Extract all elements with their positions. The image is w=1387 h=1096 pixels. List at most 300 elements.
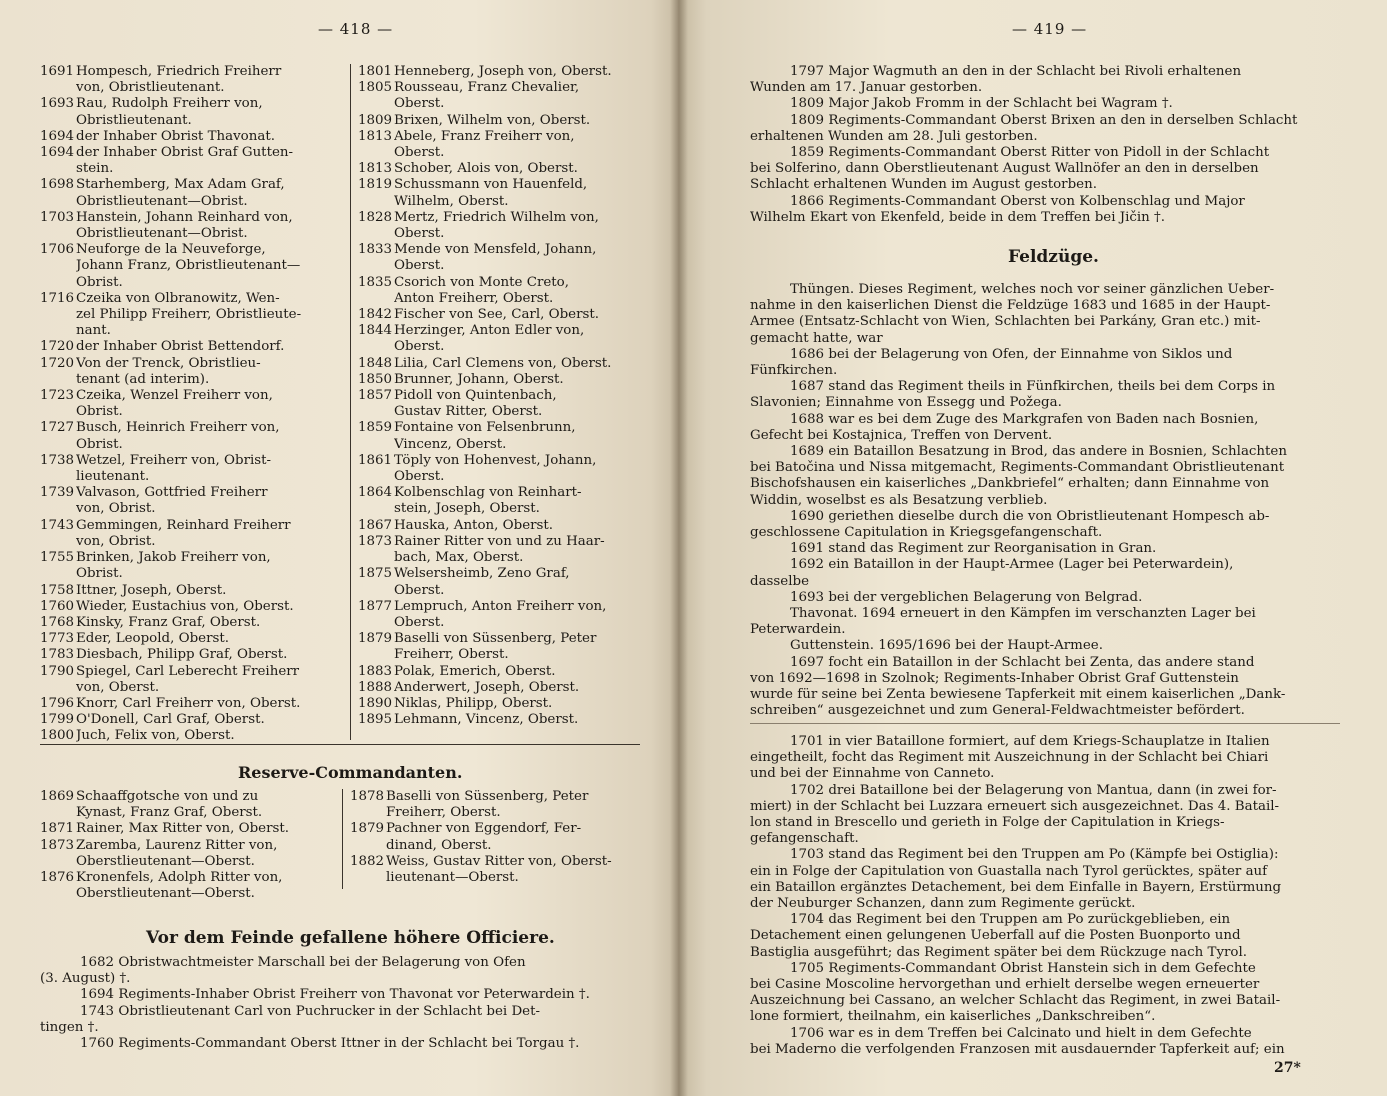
feldzuege-heading: Feldzüge. — [1008, 247, 1099, 267]
list-item — [40, 291, 345, 307]
entry-text: Brunner, Johann, Oberst. — [394, 371, 564, 387]
entry-year: 1723 — [40, 388, 75, 404]
entry-text: Polak, Emerich, Oberst. — [394, 663, 556, 679]
reserve-heading: Reserve-Commandanten. — [238, 763, 463, 782]
list-item — [40, 307, 345, 323]
entry-year — [40, 323, 76, 339]
text-line: 1704 das Regiment bei den Truppen am Po zurückgeblieben, ein — [790, 912, 1231, 928]
text-line: 1705 Regiments-Commandant Obrist Hanstein sich in dem Gefechte — [790, 960, 1256, 976]
entry-text: Herzinger, Anton Edler von, — [394, 323, 585, 339]
entry-year: 1833 — [358, 242, 393, 258]
entry-year: 1875 — [358, 566, 393, 582]
text-line: Schlacht erhaltenen Wunden im August gestorben. — [750, 177, 1097, 193]
list-item — [358, 161, 642, 177]
entry-year: 1828 — [358, 209, 393, 225]
entry-text: Pachner von Eggendorf, Fer- — [386, 821, 582, 837]
entry-text: Kinsky, Franz Graf, Oberst. — [76, 614, 261, 630]
entry-text: Obrist. — [76, 404, 123, 420]
entry-year — [40, 469, 76, 485]
reserve-column-2 — [350, 789, 642, 886]
text-line: 1689 ein Bataillon Besatzung in Brod, das andere in Bosnien, Schlachten — [790, 444, 1287, 460]
entry-text: von, Obrist. — [76, 501, 156, 517]
list-item — [40, 145, 345, 161]
entry-text: Oberst. — [394, 339, 445, 355]
entry-text: zel Philipp Freiherr, Obristlieute- — [76, 307, 302, 323]
entry-year: 1720 — [40, 355, 75, 371]
text-line: 1692 ein Bataillon in der Haupt-Armee (Lager bei Peterwardein), — [790, 557, 1234, 573]
entry-text: Brinken, Jakob Freiherr von, — [76, 550, 271, 566]
list-item — [40, 242, 345, 258]
entry-text: Juch, Felix von, Oberst. — [76, 728, 235, 744]
entry-text: stein, Joseph, Oberst. — [394, 501, 540, 517]
list-item — [358, 599, 642, 615]
text-line: und bei der Einnahme von Canneto. — [750, 766, 995, 782]
entry-text: Obristlieutenant. — [76, 112, 192, 128]
entry-year — [40, 680, 76, 696]
list-item — [40, 80, 345, 96]
entry-year — [358, 226, 394, 242]
list-item — [40, 728, 345, 744]
list-item — [40, 647, 345, 663]
entry-text: Kynast, Franz Graf, Oberst. — [76, 805, 263, 821]
entry-year: 1758 — [40, 582, 75, 598]
entry-year: 1869 — [40, 789, 75, 804]
entry-year: 1813 — [358, 128, 393, 144]
entry-year — [40, 404, 76, 420]
list-item — [358, 518, 642, 534]
list-item — [350, 821, 642, 837]
entry-text: Oberst. — [394, 226, 445, 242]
list-item — [40, 805, 336, 821]
entry-year: 1706 — [40, 242, 75, 258]
entry-text: Schaaffgotsche von und zu — [76, 789, 259, 804]
entry-text: Gustav Ritter, Oberst. — [394, 404, 543, 420]
entry-year: 1813 — [358, 161, 393, 177]
list-item — [40, 64, 345, 80]
text-line: 1690 geriethen dieselbe durch die von Obristlieutenant Hompesch ab- — [790, 508, 1270, 524]
list-item — [40, 870, 336, 886]
list-item — [40, 518, 345, 534]
entry-year — [40, 886, 76, 902]
entry-year: 1755 — [40, 550, 75, 566]
text-line: 1706 war es in dem Treffen bei Calcinato und hielt in dem Gefechte — [790, 1025, 1252, 1041]
list-item — [358, 113, 642, 129]
entry-text: Valvason, Gottfried Freiherr — [76, 485, 268, 501]
entry-year: 1801 — [358, 64, 393, 79]
column-divider — [350, 64, 351, 740]
entry-text: Kronenfels, Adolph Ritter von, — [76, 870, 283, 886]
entry-text: Anton Freiherr, Oberst. — [394, 290, 554, 306]
entry-year: 1805 — [358, 80, 393, 96]
page-number-right: — 419 — — [1012, 20, 1088, 38]
text-line: ein in Folge der Capitulation von Guastalla nach Tyrol gerücktes, später auf — [750, 863, 1268, 879]
text-line: 1866 Regiments-Commandant Oberst von Kolbenschlag und Major — [790, 193, 1245, 209]
text-line: Auszeichnung bei Cassano, an welcher Schlacht das Regiment, in zwei Batail- — [750, 993, 1281, 1009]
entry-text: Oberst. — [394, 96, 445, 112]
entry-text: Neuforge de la Neuveforge, — [76, 242, 266, 258]
text-line: wurde für seine bei Zenta bewiesene Tapferkeit mit einem kaiserlichen „Dank- — [750, 687, 1286, 703]
entry-text: dinand, Oberst. — [386, 837, 492, 853]
entry-year: 1882 — [350, 853, 385, 869]
entry-year: 1883 — [358, 663, 393, 679]
entry-year: 1879 — [358, 631, 393, 647]
entry-text: Mende von Mensfeld, Johann, — [394, 242, 597, 258]
entry-text: nant. — [76, 323, 111, 339]
list-item — [40, 113, 345, 129]
text-line: Detachement einen gelungenen Ueberfall auf die Posten Buonporto und — [750, 928, 1241, 944]
entry-year: 1819 — [358, 177, 393, 193]
text-line: gemacht hatte, war — [750, 330, 883, 346]
list-item — [358, 145, 642, 161]
list-item — [40, 789, 336, 805]
list-item — [358, 242, 642, 258]
entry-year: 1720 — [40, 339, 75, 355]
list-item — [40, 583, 345, 599]
entry-text: Baselli von Süssenberg, Peter — [386, 789, 589, 804]
entry-text: Freiherr, Oberst. — [386, 805, 501, 821]
list-item — [40, 696, 345, 712]
entry-text: Pidoll von Quintenbach, — [394, 388, 557, 404]
list-item — [350, 870, 642, 886]
entry-year: 1703 — [40, 209, 75, 225]
entry-text: bach, Max, Oberst. — [394, 550, 524, 566]
list-item — [358, 96, 642, 112]
list-item — [40, 420, 345, 436]
entry-year — [358, 258, 394, 274]
text-line: erhaltenen Wunden am 28. Juli gestorben. — [750, 128, 1038, 144]
text-line: 1697 focht ein Bataillon in der Schlacht bei Zenta, das andere stand — [790, 654, 1255, 670]
entry-text: der Inhaber Obrist Graf Gutten- — [76, 145, 294, 161]
entry-year — [40, 275, 76, 291]
entry-text: Kolbenschlag von Reinhart- — [394, 485, 582, 501]
list-item — [40, 194, 345, 210]
entry-text: Von der Trenck, Obristlieu- — [76, 355, 261, 371]
text-line: 1693 bei der vergeblichen Belagerung von Belgrad. — [790, 589, 1143, 605]
entry-text: Wetzel, Freiherr von, Obrist- — [76, 452, 272, 468]
entry-text: Obristlieutenant—Obrist. — [76, 193, 248, 209]
entry-year — [40, 80, 76, 96]
list-item — [40, 388, 345, 404]
list-item — [358, 485, 642, 501]
list-item — [40, 821, 336, 837]
list-item — [358, 631, 642, 647]
entry-text: Freiherr, Oberst. — [394, 647, 509, 663]
entry-year: 1799 — [40, 712, 75, 728]
entry-text: von, Oberst. — [76, 679, 160, 695]
list-item — [358, 469, 642, 485]
entry-year: 1859 — [358, 420, 393, 436]
entry-text: lieutenant—Oberst. — [386, 870, 519, 886]
text-line: 1703 stand das Regiment bei den Truppen am Po (Kämpfe bei Ostiglia): — [790, 847, 1279, 863]
entry-text: lieutenant. — [76, 469, 150, 485]
list-item — [40, 501, 345, 517]
entry-text: Wieder, Eustachius von, Oberst. — [76, 598, 294, 614]
list-item — [40, 680, 345, 696]
list-item — [358, 388, 642, 404]
list-item — [358, 291, 642, 307]
entry-text: Rainer, Max Ritter von, Oberst. — [76, 821, 290, 837]
list-item — [40, 177, 345, 193]
text-line: miert) in der Schlacht bei Luzzara erneuert sich ausgezeichnet. Das 4. Batail- — [750, 798, 1280, 814]
list-item — [358, 404, 642, 420]
list-item — [358, 64, 642, 80]
entry-text: Oberst. — [394, 469, 445, 485]
entry-text: Lehmann, Vincenz, Oberst. — [394, 712, 579, 728]
list-item — [40, 838, 336, 854]
text-line: 1809 Major Jakob Fromm in der Schlacht bei Wagram †. — [790, 96, 1173, 112]
list-item — [358, 356, 642, 372]
list-item — [358, 194, 642, 210]
section-rule — [40, 744, 640, 745]
text-line: 1691 stand das Regiment zur Reorganisation in Gran. — [790, 541, 1157, 557]
entry-text: Fischer von See, Carl, Oberst. — [394, 307, 600, 323]
entry-text: Wilhelm, Oberst. — [394, 193, 509, 209]
list-item — [40, 631, 345, 647]
list-item — [358, 80, 642, 96]
list-item — [40, 485, 345, 501]
entry-year — [358, 145, 394, 161]
text-line: 1702 drei Bataillone bei der Belagerung von Mantua, dann (in zwei for- — [790, 782, 1277, 798]
entry-year — [358, 339, 394, 355]
text-line: Peterwardein. — [750, 622, 846, 638]
section-rule-right — [750, 723, 1340, 724]
entry-year — [40, 161, 76, 177]
entry-text: Rau, Rudolph Freiherr von, — [76, 96, 263, 112]
entry-year: 1871 — [40, 821, 75, 837]
entry-year: 1867 — [358, 517, 393, 533]
entry-year: 1835 — [358, 274, 393, 290]
list-item — [40, 372, 345, 388]
entry-year: 1796 — [40, 695, 75, 711]
text-line: 1694 Regiments-Inhaber Obrist Freiherr von Thavonat vor Peterwardein †. — [80, 987, 590, 1003]
text-line: von 1692—1698 in Szolnok; Regiments-Inhaber Obrist Graf Guttenstein — [750, 670, 1239, 686]
entry-text: Niklas, Philipp, Oberst. — [394, 695, 553, 711]
list-item — [358, 680, 642, 696]
text-line: eingetheilt, focht das Regiment mit Auszeichnung in der Schlacht bei Chiari — [750, 750, 1269, 766]
entry-text: Obrist. — [76, 566, 123, 582]
list-item — [40, 712, 345, 728]
entry-text: Welsersheimb, Zeno Graf, — [394, 566, 570, 582]
entry-year: 1783 — [40, 647, 75, 663]
list-item — [358, 129, 642, 145]
entry-text: Henneberg, Joseph von, Oberst. — [394, 64, 612, 79]
entry-year — [358, 291, 394, 307]
list-item — [350, 805, 642, 821]
list-item — [358, 696, 642, 712]
entry-text: Obrist. — [76, 436, 123, 452]
entry-year: 1873 — [40, 837, 75, 853]
entry-year: 1878 — [350, 789, 385, 804]
list-item — [358, 307, 642, 323]
list-item — [358, 210, 642, 226]
entry-text: Lempruch, Anton Freiherr von, — [394, 598, 607, 614]
entry-year: 1848 — [358, 355, 393, 371]
feldzuege-text-continued — [750, 734, 1340, 1058]
entry-year: 1716 — [40, 290, 75, 306]
list-item — [40, 599, 345, 615]
entry-text: Diesbach, Philipp Graf, Oberst. — [76, 647, 288, 663]
owners-column-2 — [358, 64, 642, 728]
entry-year: 1879 — [350, 821, 385, 837]
entry-text: tenant (ad interim). — [76, 371, 210, 387]
entry-text: Czeika, Wenzel Freiherr von, — [76, 388, 273, 404]
entry-year — [40, 566, 76, 582]
text-line: 1760 Regiments-Commandant Oberst Ittner in der Schlacht bei Torgau †. — [80, 1036, 580, 1052]
text-line: Bastiglia ausgeführt; das Regiment später bei dem Rückzuge nach Tyrol. — [750, 944, 1248, 960]
page-number-left: — 418 — — [318, 20, 394, 38]
feldzuege-text — [750, 282, 1340, 719]
reserve-column-1 — [40, 789, 336, 902]
entry-year — [358, 647, 394, 663]
right-page — [678, 0, 1387, 1096]
list-item — [40, 566, 345, 582]
entry-text: Abele, Franz Freiherr von, — [394, 128, 575, 144]
entry-year: 1698 — [40, 177, 75, 193]
entry-text: Rainer Ritter von und zu Haar- — [394, 533, 605, 549]
entry-text: Anderwert, Joseph, Oberst. — [394, 679, 580, 695]
entry-text: Ittner, Joseph, Oberst. — [76, 582, 227, 598]
entry-text: Baselli von Süssenberg, Peter — [394, 631, 597, 647]
entry-year — [40, 534, 76, 550]
entry-year — [358, 437, 394, 453]
entry-text: Töply von Hohenvest, Johann, — [394, 452, 597, 468]
text-line: Wilhelm Ekart von Ekenfeld, beide in dem Treffen bei Jičin †. — [750, 209, 1166, 225]
text-line: 1686 bei der Belagerung von Ofen, der Einnahme von Siklos und — [790, 346, 1233, 362]
list-item — [358, 534, 642, 550]
entry-text: Csorich von Monte Creto, — [394, 274, 569, 290]
list-item — [40, 550, 345, 566]
list-item — [40, 96, 345, 112]
text-line: Gefecht bei Kostajnica, Treffen von Dervent. — [750, 427, 1053, 443]
entry-year: 1773 — [40, 631, 75, 647]
entry-year: 1809 — [358, 112, 393, 128]
book-gutter — [670, 0, 688, 1096]
list-item — [40, 339, 345, 355]
entry-year: 1890 — [358, 695, 393, 711]
entry-year — [358, 550, 394, 566]
entry-year — [40, 258, 76, 274]
entry-text: Schussmann von Hauenfeld, — [394, 177, 588, 193]
list-item — [40, 323, 345, 339]
entry-year — [40, 372, 76, 388]
list-item — [40, 356, 345, 372]
entry-year: 1739 — [40, 485, 75, 501]
text-line: 1809 Regiments-Commandant Oberst Brixen an den in derselben Schlacht — [790, 112, 1298, 128]
list-item — [358, 437, 642, 453]
entry-text: der Inhaber Obrist Bettendorf. — [76, 339, 285, 355]
text-line: Thavonat. 1694 erneuert in den Kämpfen im verschanzten Lager bei — [790, 606, 1256, 622]
entry-text: Knorr, Carl Freiherr von, Oberst. — [76, 695, 301, 711]
list-item — [358, 258, 642, 274]
text-line: schreiben“ ausgezeichnet und zum General-Feldwachtmeister befördert. — [750, 703, 1245, 719]
list-item — [40, 615, 345, 631]
entry-year: 1691 — [40, 64, 75, 79]
list-item — [40, 258, 345, 274]
entry-year: 1877 — [358, 598, 393, 614]
list-item — [358, 177, 642, 193]
list-item — [350, 838, 642, 854]
entry-year: 1864 — [358, 485, 393, 501]
entry-year — [358, 501, 394, 517]
entry-year: 1873 — [358, 533, 393, 549]
text-line: Slavonien; Einnahme von Essegg und Požega. — [750, 395, 1062, 411]
entry-text: von, Obristlieutenant. — [76, 80, 225, 96]
list-item — [358, 712, 642, 728]
entry-text: Oberst. — [394, 582, 445, 598]
owners-column-1 — [40, 64, 345, 745]
text-line: bei Casine Moscoline hervorgethan und erhielt derselbe wegen erneuerter — [750, 977, 1260, 993]
entry-year: 1888 — [358, 679, 393, 695]
entry-text: Obristlieutenant—Obrist. — [76, 226, 248, 242]
entry-year: 1727 — [40, 420, 75, 436]
entry-year — [350, 838, 386, 854]
list-item — [358, 323, 642, 339]
entry-text: Oberst. — [394, 614, 445, 630]
entry-year: 1876 — [40, 870, 75, 886]
entry-text: Oberstlieutenant—Oberst. — [76, 853, 255, 869]
entry-text: Starhemberg, Max Adam Graf, — [76, 177, 285, 193]
entry-year — [358, 194, 394, 210]
entry-text: O'Donell, Carl Graf, Oberst. — [76, 712, 265, 728]
entry-year — [350, 805, 386, 821]
entry-text: Hauska, Anton, Oberst. — [394, 517, 554, 533]
entry-year — [358, 469, 394, 485]
text-line: Guttenstein. 1695/1696 bei der Haupt-Armee. — [790, 638, 1103, 654]
text-line: Fünfkirchen. — [750, 363, 838, 379]
text-line: (3. August) †. — [40, 971, 131, 987]
list-item — [358, 372, 642, 388]
entry-year — [358, 615, 394, 631]
entry-text: Lilia, Carl Clemens von, Oberst. — [394, 355, 612, 371]
entry-year: 1800 — [40, 728, 75, 744]
entry-year — [358, 96, 394, 112]
entry-year: 1790 — [40, 663, 75, 679]
list-item — [40, 453, 345, 469]
entry-text: Mertz, Friedrich Wilhelm von, — [394, 209, 599, 225]
list-item — [40, 129, 345, 145]
fallen-heading: Vor dem Feinde gefallene höhere Officiere. — [146, 928, 555, 948]
fallen-list-continued — [750, 64, 1340, 226]
entry-text: stein. — [76, 161, 114, 177]
text-line: 1797 Major Wagmuth an den in der Schlacht bei Rivoli erhaltenen — [790, 64, 1242, 79]
text-line: tingen †. — [40, 1019, 99, 1035]
text-line: lone formiert, theilnahm, ein kaiserliches „Dankschreiben“. — [750, 1009, 1156, 1025]
entry-text: Eder, Leopold, Oberst. — [76, 631, 229, 647]
entry-text: Zaremba, Laurenz Ritter von, — [76, 837, 278, 853]
text-line: Thüngen. Dieses Regiment, welches noch vor seiner gänzlichen Ueber- — [790, 282, 1275, 297]
list-item — [40, 664, 345, 680]
entry-year: 1760 — [40, 598, 75, 614]
list-item — [358, 566, 642, 582]
entry-year: 1861 — [358, 452, 393, 468]
entry-text: der Inhaber Obrist Thavonat. — [76, 128, 275, 144]
entry-year: 1694 — [40, 145, 75, 161]
entry-text: Gemmingen, Reinhard Freiherr — [76, 517, 291, 533]
text-line: 1688 war es bei dem Zuge des Markgrafen von Baden nach Bosnien, — [790, 411, 1259, 427]
entry-text: Schober, Alois von, Oberst. — [394, 161, 578, 177]
entry-text: Busch, Heinrich Freiherr von, — [76, 420, 280, 436]
entry-year — [40, 307, 76, 323]
text-line: 1682 Obristwachtmeister Marschall bei der Belagerung von Ofen — [80, 955, 526, 970]
list-item — [350, 789, 642, 805]
text-line: geschlossene Capitulation in Kriegsgefangenschaft. — [750, 525, 1103, 541]
entry-text: Hanstein, Johann Reinhard von, — [76, 209, 293, 225]
text-line: Bischofshausen ein kaiserliches „Dankbriefel“ erhalten; dann Einnahme von — [750, 476, 1270, 492]
list-item — [40, 854, 336, 870]
entry-text: Vincenz, Oberst. — [394, 436, 507, 452]
list-item — [40, 534, 345, 550]
entry-text: Oberst. — [394, 258, 445, 274]
